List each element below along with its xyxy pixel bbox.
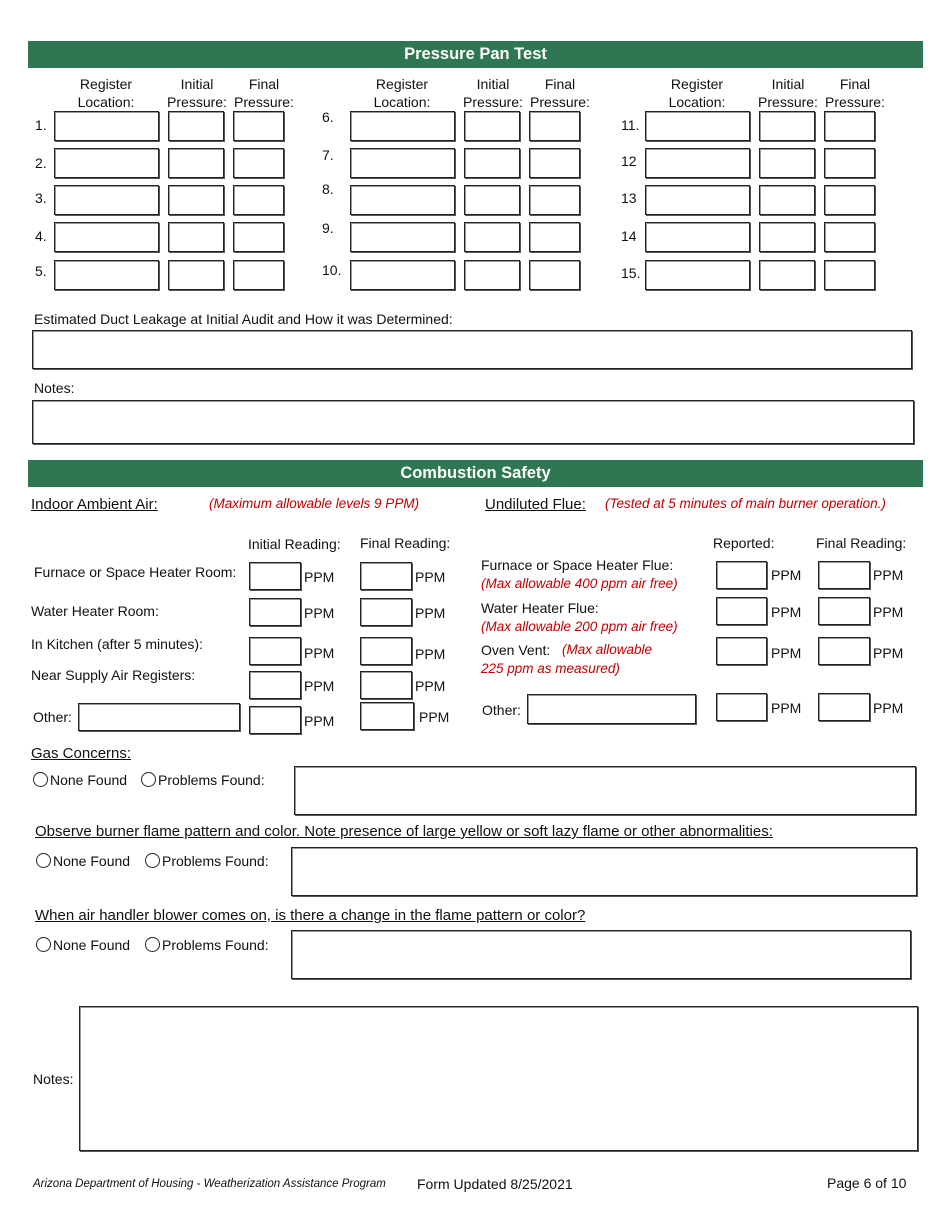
row-number: 4. <box>35 228 47 244</box>
final-reading-header: Final Reading: <box>816 535 907 551</box>
ppm-unit: PPM <box>771 567 802 583</box>
initial-pressure-input[interactable] <box>464 260 520 290</box>
register-location-input[interactable] <box>645 148 750 178</box>
radio-icon[interactable] <box>36 937 51 952</box>
final-pressure-input[interactable] <box>824 148 875 178</box>
ppm-unit: PPM <box>771 645 802 661</box>
initial-pressure-input[interactable] <box>168 185 224 215</box>
radio-icon[interactable] <box>145 937 160 952</box>
ppm-unit: PPM <box>304 713 335 729</box>
final-pressure-input[interactable] <box>529 185 580 215</box>
register-location-input[interactable] <box>645 111 750 141</box>
duct-leakage-input[interactable] <box>32 330 912 369</box>
ppm-unit: PPM <box>771 604 802 620</box>
initial-reading-input[interactable] <box>249 706 301 734</box>
final-reading-input[interactable] <box>818 693 870 721</box>
oven-vent-label: Oven Vent: <box>481 642 551 658</box>
blower-problems-found-option[interactable]: Problems Found: <box>145 937 269 953</box>
register-location-input[interactable] <box>54 185 159 215</box>
register-location-input[interactable] <box>645 222 750 252</box>
water-heater-flue-label: Water Heater Flue: <box>481 600 599 616</box>
flame-problems-input[interactable] <box>291 847 917 896</box>
row-number: 8. <box>322 181 334 197</box>
initial-pressure-input[interactable] <box>168 148 224 178</box>
initial-pressure-input[interactable] <box>464 222 520 252</box>
ppm-unit: PPM <box>415 569 446 585</box>
row-number: 7. <box>322 147 334 163</box>
notes-label: Notes: <box>33 1071 74 1087</box>
initial-pressure-input[interactable] <box>759 148 815 178</box>
flame-none-found-option[interactable]: None Found <box>36 853 130 869</box>
water-heater-room-label: Water Heater Room: <box>31 603 159 619</box>
initial-pressure-header: Initial Pressure: <box>463 76 523 110</box>
ppm-unit: PPM <box>873 604 904 620</box>
register-location-input[interactable] <box>645 260 750 290</box>
initial-pressure-input[interactable] <box>464 148 520 178</box>
ppm-unit: PPM <box>873 567 904 583</box>
row-number: 6. <box>322 109 334 125</box>
reported-header: Reported: <box>713 535 775 551</box>
indoor-ambient-air-heading: Indoor Ambient Air: <box>31 496 158 513</box>
register-location-input[interactable] <box>54 260 159 290</box>
initial-pressure-input[interactable] <box>464 185 520 215</box>
other-location-input[interactable] <box>78 703 240 731</box>
row-number: 9. <box>322 220 334 236</box>
furnace-flue-label: Furnace or Space Heater Flue: <box>481 557 674 573</box>
final-reading-input[interactable] <box>818 637 870 665</box>
final-pressure-header: Final Pressure: <box>825 76 885 110</box>
undiluted-flue-note: (Tested at 5 minutes of main burner operation.) <box>605 496 886 511</box>
row-number: 12 <box>621 153 637 169</box>
row-number: 5. <box>35 263 47 279</box>
register-location-input[interactable] <box>645 185 750 215</box>
row-number: 2. <box>35 155 47 171</box>
final-pressure-input[interactable] <box>529 148 580 178</box>
gas-problems-input[interactable] <box>294 766 916 815</box>
register-location-input[interactable] <box>350 111 455 141</box>
indoor-limit-note: (Maximum allowable levels 9 PPM) <box>209 496 420 511</box>
blower-problems-input[interactable] <box>291 930 911 979</box>
initial-pressure-input[interactable] <box>759 222 815 252</box>
undiluted-flue-heading: Undiluted Flue: <box>485 496 586 513</box>
other-label: Other: <box>33 709 72 725</box>
final-pressure-input[interactable] <box>233 260 284 290</box>
water-heater-flue-note: (Max allowable 200 ppm air free) <box>481 619 678 634</box>
register-location-input[interactable] <box>350 222 455 252</box>
initial-pressure-input[interactable] <box>168 222 224 252</box>
radio-icon[interactable] <box>36 853 51 868</box>
final-pressure-input[interactable] <box>233 111 284 141</box>
notes-label: Notes: <box>34 380 75 396</box>
radio-icon[interactable] <box>141 772 156 787</box>
final-pressure-input[interactable] <box>529 260 580 290</box>
row-number: 15. <box>621 265 641 281</box>
radio-icon[interactable] <box>33 772 48 787</box>
radio-icon[interactable] <box>145 853 160 868</box>
register-location-header: Register Location: <box>77 76 135 110</box>
flame-problems-found-option[interactable]: Problems Found: <box>145 853 269 869</box>
initial-reading-header: Initial Reading: <box>248 536 341 552</box>
ppm-unit: PPM <box>304 569 335 585</box>
footer-updated: Form Updated 8/25/2021 <box>417 1176 573 1192</box>
initial-pressure-header: Initial Pressure: <box>758 76 818 110</box>
register-location-input[interactable] <box>350 148 455 178</box>
reported-input[interactable] <box>716 597 767 625</box>
pressure-pan-title: Pressure Pan Test <box>28 41 923 68</box>
register-location-header: Register Location: <box>668 76 726 110</box>
final-pressure-input[interactable] <box>824 222 875 252</box>
oven-vent-note: (Max allowable <box>562 642 653 657</box>
final-pressure-input[interactable] <box>824 185 875 215</box>
blower-none-found-option[interactable]: None Found <box>36 937 130 953</box>
ppm-unit: PPM <box>771 700 802 716</box>
initial-pressure-input[interactable] <box>168 111 224 141</box>
row-number: 14 <box>621 228 637 244</box>
reported-input[interactable] <box>716 561 767 589</box>
reported-input[interactable] <box>716 693 767 721</box>
initial-pressure-input[interactable] <box>759 260 815 290</box>
row-number: 11. <box>621 117 640 133</box>
row-number: 3. <box>35 190 47 206</box>
ppm-unit: PPM <box>415 605 446 621</box>
final-reading-input[interactable] <box>818 561 870 589</box>
initial-pressure-input[interactable] <box>464 111 520 141</box>
register-location-input[interactable] <box>350 260 455 290</box>
pressure-notes-input[interactable] <box>32 400 914 444</box>
final-reading-input[interactable] <box>360 671 412 699</box>
final-reading-input[interactable] <box>360 702 414 730</box>
gas-concerns-heading: Gas Concerns: <box>31 745 132 762</box>
other-flue-label: Other: <box>482 702 521 718</box>
initial-pressure-input[interactable] <box>168 260 224 290</box>
supply-registers-label: Near Supply Air Registers: <box>31 667 196 683</box>
ppm-unit: PPM <box>304 678 335 694</box>
initial-reading-input[interactable] <box>249 598 301 626</box>
footer-org: Arizona Department of Housing - Weatherization Assistance Program <box>33 1178 386 1190</box>
final-pressure-input[interactable] <box>529 222 580 252</box>
reported-input[interactable] <box>716 637 767 665</box>
furnace-flue-note: (Max allowable 400 ppm air free) <box>481 576 678 591</box>
row-number: 1. <box>35 117 47 133</box>
initial-reading-input[interactable] <box>249 562 301 590</box>
initial-pressure-input[interactable] <box>759 111 815 141</box>
initial-reading-input[interactable] <box>249 671 301 699</box>
ppm-unit: PPM <box>873 645 904 661</box>
row-number: 13 <box>621 190 637 206</box>
blower-change-question: When air handler blower comes on, is there a change in the flame pattern or color? <box>35 907 586 924</box>
final-pressure-input[interactable] <box>233 148 284 178</box>
final-pressure-input[interactable] <box>233 222 284 252</box>
final-reading-input[interactable] <box>360 598 412 626</box>
page-number: Page 6 of 10 <box>827 1175 907 1191</box>
ppm-unit: PPM <box>873 700 904 716</box>
flame-pattern-question: Observe burner flame pattern and color. Note presence of large yellow or soft lazy flame or other abnormalities: <box>35 823 773 840</box>
register-location-input[interactable] <box>54 222 159 252</box>
initial-pressure-input[interactable] <box>759 185 815 215</box>
final-reading-input[interactable] <box>818 597 870 625</box>
ppm-unit: PPM <box>415 646 446 662</box>
final-reading-input[interactable] <box>360 562 412 590</box>
final-pressure-input[interactable] <box>529 111 580 141</box>
final-pressure-header: Final Pressure: <box>234 76 294 110</box>
register-location-header: Register Location: <box>373 76 431 110</box>
row-number: 10. <box>322 262 342 278</box>
final-pressure-header: Final Pressure: <box>530 76 590 110</box>
gas-problems-found-option[interactable]: Problems Found: <box>141 772 265 788</box>
other-flue-input[interactable] <box>527 694 696 724</box>
initial-pressure-header: Initial Pressure: <box>167 76 227 110</box>
final-pressure-input[interactable] <box>233 185 284 215</box>
register-location-input[interactable] <box>350 185 455 215</box>
oven-vent-note-2: 225 ppm as measured) <box>481 661 620 676</box>
gas-none-found-option[interactable]: None Found <box>33 772 127 788</box>
ppm-unit: PPM <box>304 605 335 621</box>
duct-leakage-label: Estimated Duct Leakage at Initial Audit and How it was Determined: <box>34 311 453 327</box>
register-location-input[interactable] <box>54 111 159 141</box>
ppm-unit: PPM <box>304 645 335 661</box>
final-reading-header: Final Reading: <box>360 535 451 551</box>
final-reading-input[interactable] <box>360 637 412 665</box>
kitchen-label: In Kitchen (after 5 minutes): <box>31 636 203 652</box>
combustion-notes-input[interactable] <box>79 1006 918 1151</box>
initial-reading-input[interactable] <box>249 637 301 665</box>
final-pressure-input[interactable] <box>824 260 875 290</box>
ppm-unit: PPM <box>419 709 450 725</box>
combustion-safety-title: Combustion Safety <box>28 460 923 487</box>
register-location-input[interactable] <box>54 148 159 178</box>
ppm-unit: PPM <box>415 678 446 694</box>
final-pressure-input[interactable] <box>824 111 875 141</box>
furnace-room-label: Furnace or Space Heater Room: <box>34 564 237 580</box>
